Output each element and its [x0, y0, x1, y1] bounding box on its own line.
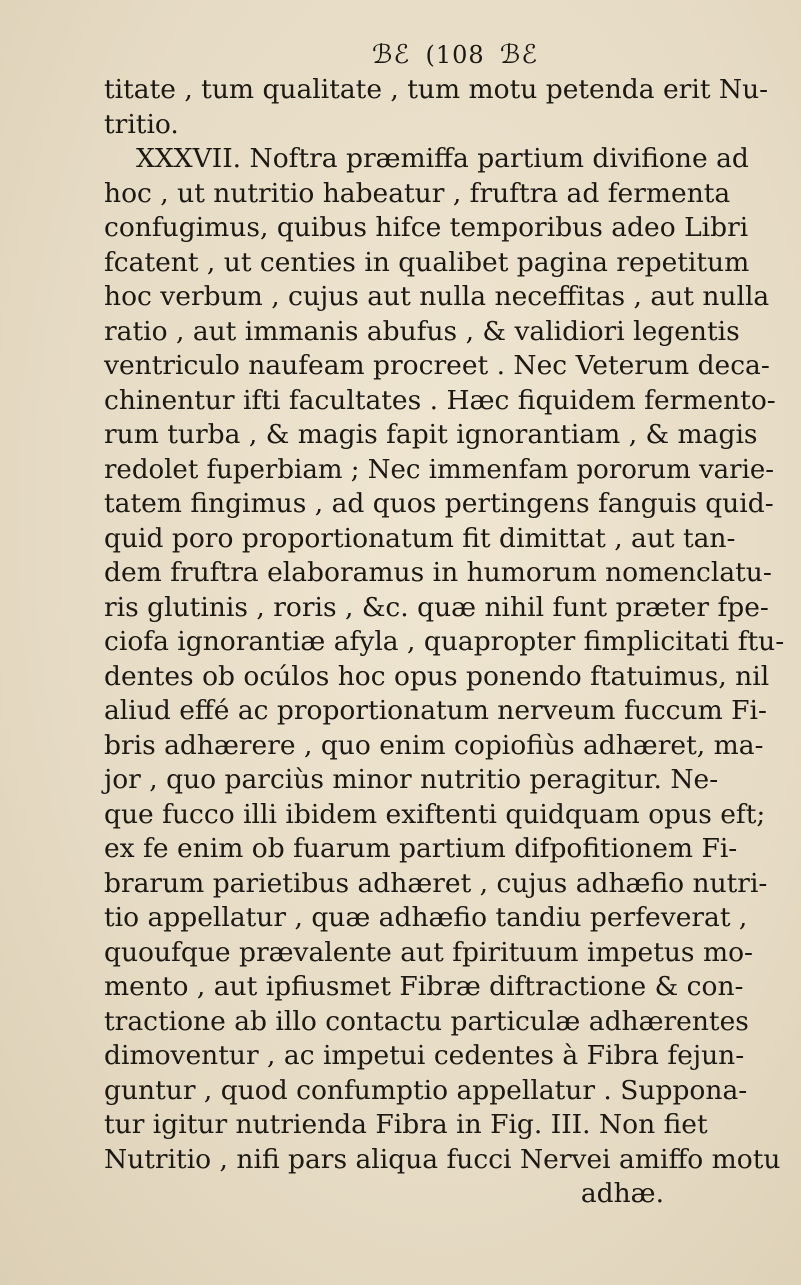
text-line: brarum parietibus adhæret , cujus adhæfio nutri-	[104, 867, 768, 899]
text-line: tio appellatur , quæ adhæfio tandiu perfeverat ,	[104, 902, 748, 933]
text-line: confugimus, quibus hifce temporibus adeo Libri	[104, 212, 749, 243]
text-line: ventriculo naufeam procreet . Nec Veterum deca-	[104, 350, 770, 381]
text-line: fcatent , ut centies in qualibet pagina repetitum	[104, 246, 750, 278]
text-line: aliud effé ac proportionatum nerveum fuccum Fi-	[104, 695, 767, 726]
text-line: bris adhærere , quo enim copiofiùs adhæret, ma-	[104, 729, 764, 761]
running-header	[372, 40, 592, 70]
header-ornament-right: ℬℰ	[499, 40, 539, 70]
text-line: hoc , ut nutritio habeatur , fruftra ad fermenta	[104, 177, 731, 209]
text-line: chinentur ifti facultates . Hæc fiquidem fermento-	[104, 384, 776, 416]
text-line: que fucco illi ibidem exiftenti quidquam opus eft;	[104, 798, 766, 830]
page-number: (108	[425, 41, 485, 69]
text-line: guntur , quod confumptio appellatur . Suppona-	[104, 1074, 748, 1106]
text-line: dentes ob ocúlos hoc opus ponendo ftatuimus, nil	[104, 660, 770, 692]
text-line: Nutritio , nifi pars aliqua fucci Nervei amiffo motu	[104, 1143, 781, 1175]
text-line: mento , aut ipfiusmet Fibræ diftractione & con-	[104, 971, 744, 1002]
text-line: tatem fingimus , ad quos pertingens fanguis quid-	[104, 488, 774, 519]
catchword: adhæ.	[580, 1178, 664, 1209]
text-line: dem fruftra elaboramus in humorum nomenclatu-	[104, 557, 772, 588]
text-line: quid poro proportionatum fit dimittat , aut tan-	[104, 522, 736, 554]
text-line: rum turba , & magis fapit ignorantiam , & magis	[104, 419, 758, 450]
section-heading-line: XXXVII. Noftra præmiffa partium divifione ad	[136, 143, 749, 174]
text-line: ciofa ignorantiæ afyla , quapropter fimplicitati ftu-	[104, 626, 785, 657]
text-line: ris glutinis , roris , &c. quæ nihil funt præter fpe-	[104, 591, 769, 623]
text-line: redolet fuperbiam ; Nec immenfam pororum varie-	[104, 454, 775, 485]
text-line: dimoventur , ac impetui cedentes à Fibra fejun-	[104, 1040, 745, 1071]
text-line: ratio , aut immanis abufus , & validiori legentis	[104, 315, 740, 347]
body-text	[104, 73, 784, 1212]
text-line: titate , tum qualitate , tum motu petenda erit Nu-	[104, 74, 769, 105]
text-line: tritio.	[104, 108, 179, 140]
text-line: quoufque prævalente aut fpirituum impetus mo-	[104, 936, 753, 968]
text-line: jor , quo parciùs minor nutritio peragitur. Ne-	[104, 764, 719, 795]
text-line: tur igitur nutrienda Fibra in Fig. III. Non fiet	[104, 1109, 708, 1140]
text-line: hoc verbum , cujus aut nulla neceffitas , aut nulla	[104, 281, 770, 312]
text-line: tractione ab illo contactu particulæ adhærentes	[104, 1005, 749, 1037]
header-ornament-left: ℬℰ	[372, 40, 411, 70]
text-line: ex fe enim ob fuarum partium difpofitionem Fi-	[104, 833, 738, 864]
